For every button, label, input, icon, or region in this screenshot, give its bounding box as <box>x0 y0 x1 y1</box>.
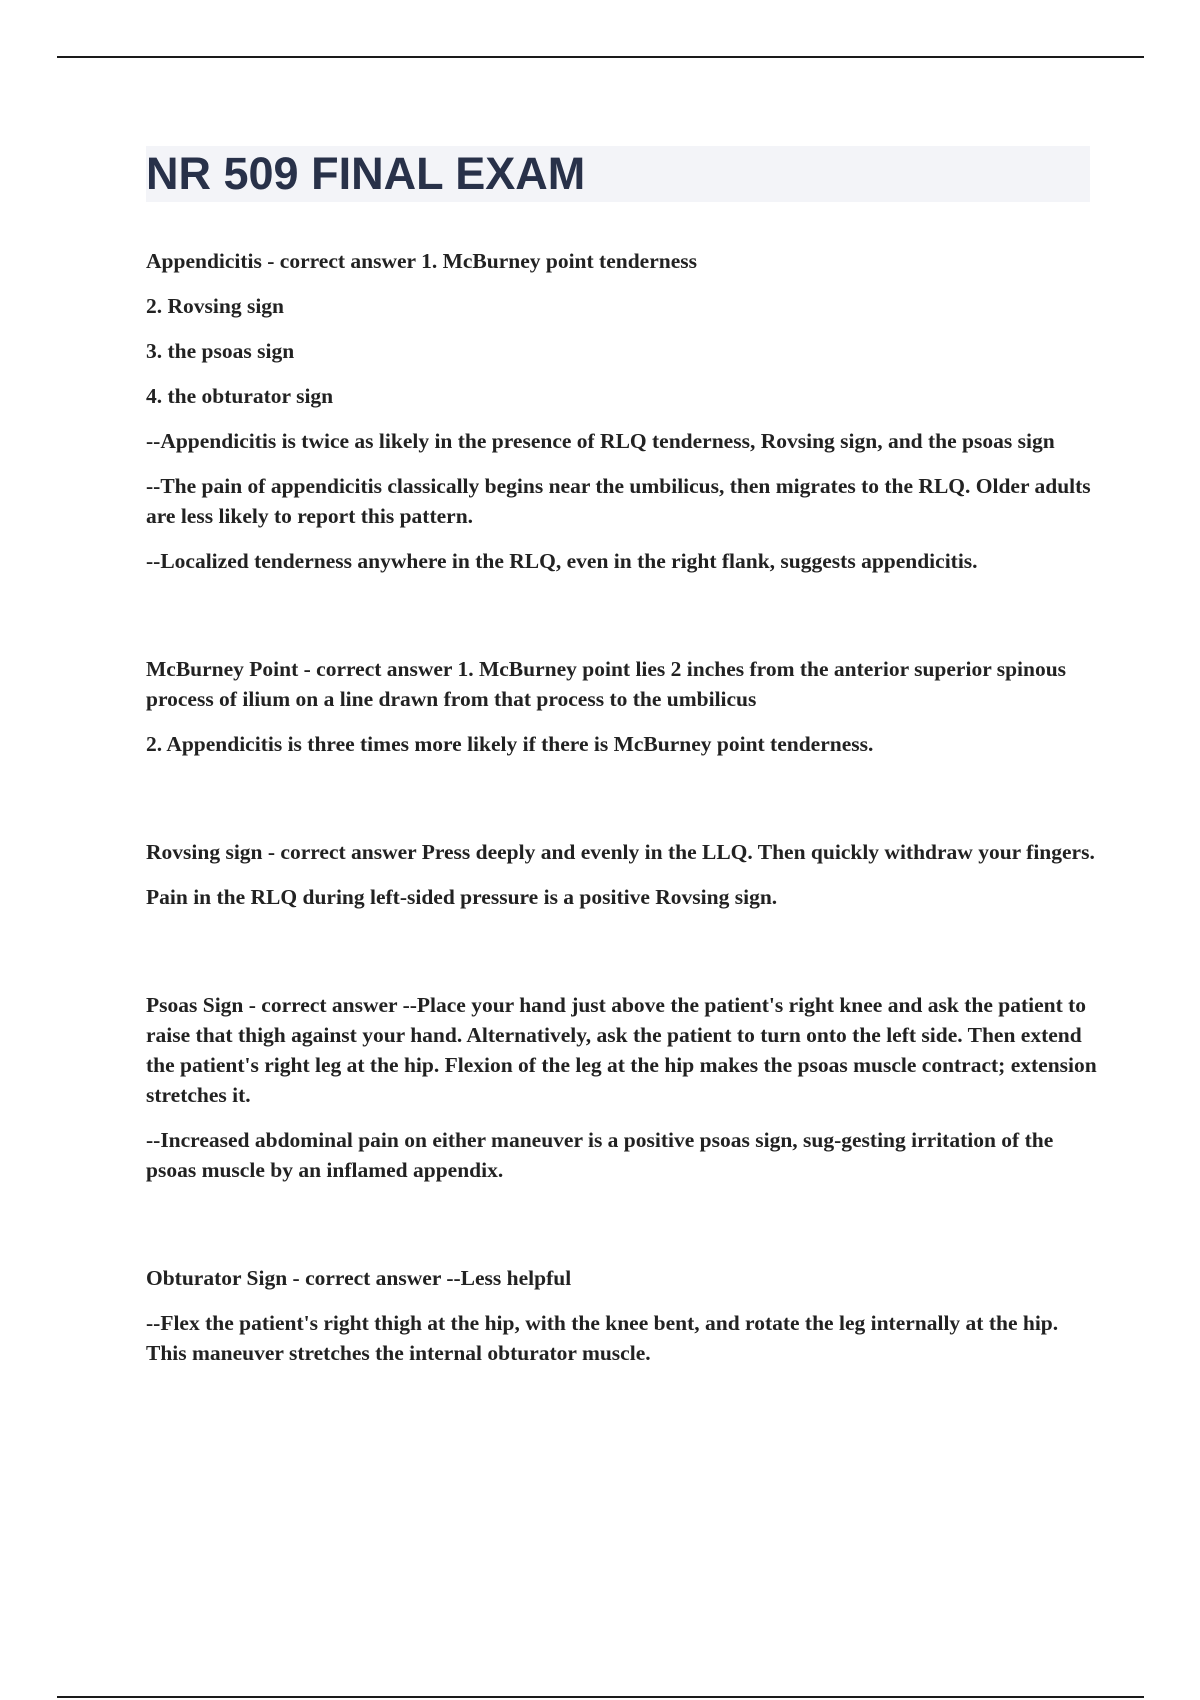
paragraph: Psoas Sign - correct answer --Place your hand just above the patient's right knee and ask the patient to raise that thigh against your hand. Alternatively, ask the patient to turn onto the left side. Then extend the patient's right leg at the hip. Flexion of the leg at the hip makes the psoas muscle contract; extension stretches it. <box>146 993 1097 1107</box>
paragraph: Pain in the RLQ during left-sided pressure is a positive Rovsing sign. <box>146 885 778 909</box>
footer-rule <box>57 1696 1144 1698</box>
paragraph: 2. Appendicitis is three times more likely if there is McBurney point tenderness. <box>146 732 874 756</box>
paragraph: 2. Rovsing sign <box>146 294 284 318</box>
section-appendicitis <box>146 246 1098 576</box>
paragraph: --The pain of appendicitis classically begins near the umbilicus, then migrates to the RLQ. Older adults are less likely to report this pattern. <box>146 474 1091 528</box>
section-rovsing-sign <box>146 837 1098 912</box>
paragraph: 4. the obturator sign <box>146 384 334 408</box>
section-spacer <box>146 591 1098 654</box>
paragraph: Rovsing sign - correct answer Press deeply and evenly in the LLQ. Then quickly withdraw your fingers. <box>146 840 1095 864</box>
paragraph: --Increased abdominal pain on either maneuver is a positive psoas sign, sug-gesting irritation of the psoas muscle by an inflamed appendix. <box>146 1128 1054 1182</box>
paragraph: --Localized tenderness anywhere in the RLQ, even in the right flank, suggests appendicitis. <box>146 549 978 573</box>
document-body <box>146 246 1098 1383</box>
paragraph: 3. the psoas sign <box>146 339 295 363</box>
section-spacer <box>146 1200 1098 1263</box>
section-spacer <box>146 927 1098 990</box>
section-psoas-sign <box>146 990 1098 1185</box>
section-spacer <box>146 774 1098 837</box>
page-title: NR 509 FINAL EXAM <box>146 148 586 199</box>
paragraph: --Flex the patient's right thigh at the hip, with the knee bent, and rotate the leg internally at the hip. This maneuver stretches the internal obturator muscle. <box>146 1311 1059 1365</box>
paragraph: Obturator Sign - correct answer --Less helpful <box>146 1266 572 1290</box>
header-rule <box>57 56 1144 58</box>
section-mcburney-point <box>146 654 1098 759</box>
paragraph: --Appendicitis is twice as likely in the presence of RLQ tenderness, Rovsing sign, and the psoas sign <box>146 429 1055 453</box>
section-obturator-sign <box>146 1263 1098 1368</box>
paragraph: Appendicitis - correct answer 1. McBurney point tenderness <box>146 249 697 273</box>
paragraph: McBurney Point - correct answer 1. McBurney point lies 2 inches from the anterior superior spinous process of ilium on a line drawn from that process to the umbilicus <box>146 657 1067 711</box>
